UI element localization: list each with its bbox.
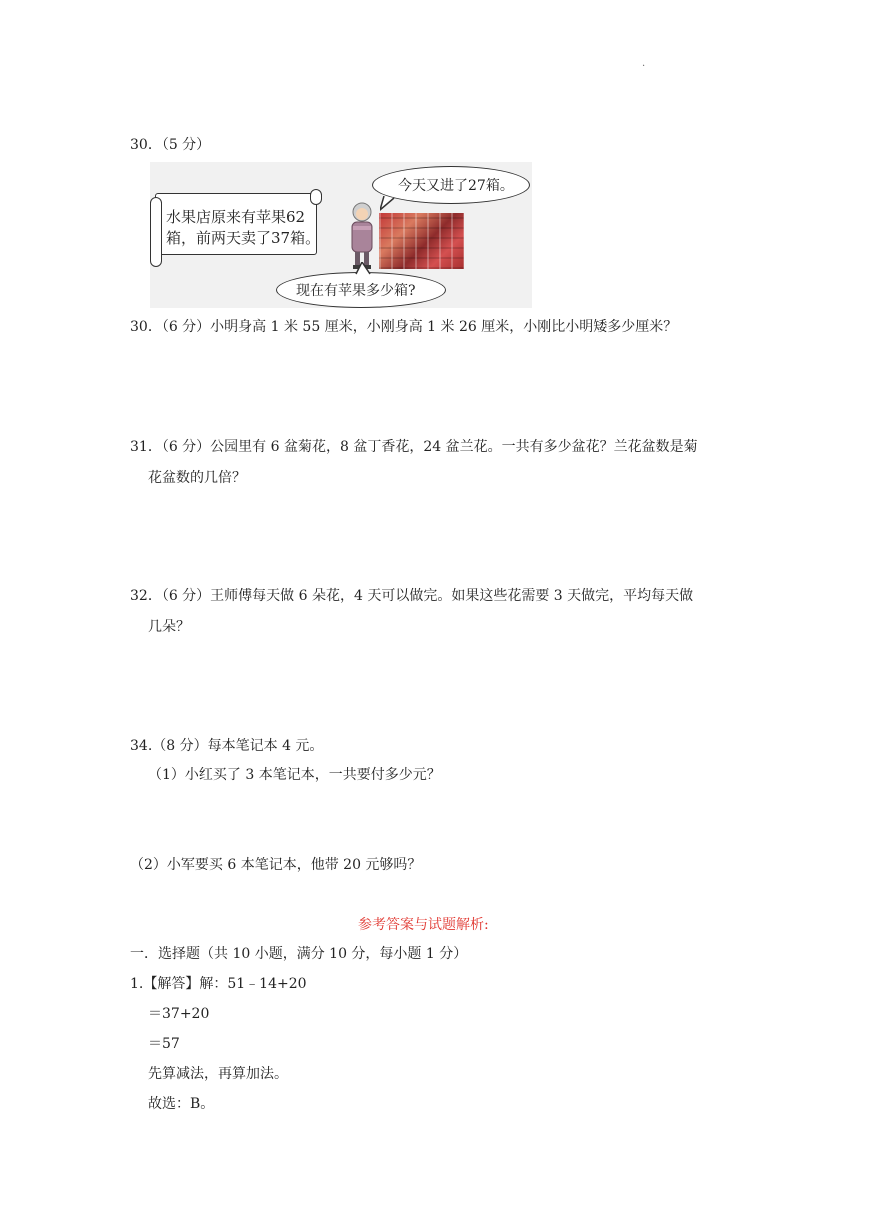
answers-section-title: 一．选择题（共 10 小题，满分 10 分，每小题 1 分） bbox=[130, 946, 468, 962]
answers-heading: 参考答案与试题解析: bbox=[358, 917, 489, 933]
question-30b: 30．（6 分）小明身高 1 米 55 厘米，小刚身高 1 米 26 厘米，小刚比小明矮多少厘米？ bbox=[130, 319, 678, 335]
scroll-line-1: 水果店原来有苹果62 bbox=[166, 208, 306, 226]
speech-bubble-bottom-tail bbox=[354, 262, 374, 276]
question-34-sub-2: （2）小军要买 6 本笔记本，他带 20 元够吗？ bbox=[130, 857, 422, 873]
question-34-intro: 34.（8 分）每本笔记本 4 元。 bbox=[130, 738, 324, 754]
answer-1-line-5: 故选：B。 bbox=[148, 1096, 215, 1112]
question-31-line-2: 花盆数的几倍？ bbox=[148, 470, 246, 486]
scroll-text bbox=[166, 207, 320, 249]
scroll-roll-right bbox=[310, 189, 322, 205]
fruit-boxes-photo-texture bbox=[379, 213, 464, 269]
question-32-line-2: 几朵？ bbox=[148, 619, 190, 635]
answer-1-line-4: 先算减法，再算加法。 bbox=[148, 1066, 288, 1082]
answer-1-line-1: 1.【解答】解：51﹣14+20 bbox=[130, 976, 307, 992]
speech-bubble-top-text: 今天又进了27箱。 bbox=[398, 178, 514, 194]
answer-1-line-3: ＝57 bbox=[148, 1036, 180, 1052]
question-31-line-1: 31．（6 分）公园里有 6 盆菊花，8 盆丁香花，24 盆兰花。一共有多少盆花？兰花盆数是菊 bbox=[130, 439, 698, 455]
scroll-line-2: 箱，前两天卖了37箱。 bbox=[166, 229, 321, 247]
speech-bubble-top-tail bbox=[380, 196, 400, 212]
speech-bubble-bottom-text: 现在有苹果多少箱? bbox=[296, 283, 416, 299]
question-30a-number: 30．（5 分） bbox=[130, 137, 211, 153]
question-34-sub-1: （1）小红买了 3 本笔记本，一共要付多少元？ bbox=[148, 767, 441, 783]
question-32-line-1: 32．（6 分）王师傅每天做 6 朵花，4 天可以做完。如果这些花需要 3 天做完，平均每天做 bbox=[130, 588, 694, 604]
page-dot: . bbox=[642, 58, 646, 69]
scroll-roll-left bbox=[150, 197, 162, 267]
answer-1-line-2: ＝37+20 bbox=[148, 1006, 210, 1022]
